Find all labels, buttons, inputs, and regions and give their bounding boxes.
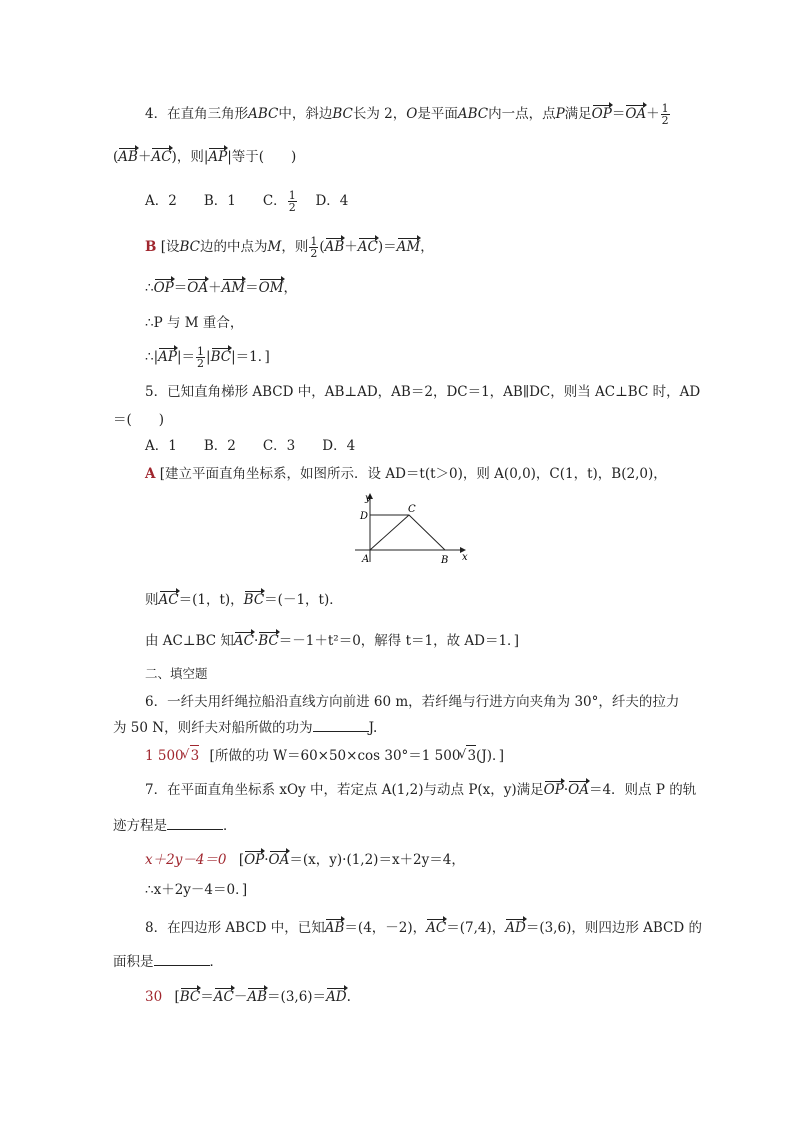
q4-answer-line3: ∴P 与 M 重合， xyxy=(145,315,244,331)
q5-line2: ＝( ) xyxy=(113,412,165,428)
q8-line1: 8．在四边形 ABCD 中，已知AB＝(4，－2)，AC＝(7,4)，AD＝(3,6)，则四边形 ABCD 的 xyxy=(145,920,702,936)
q4-options: A．2 B．1 C． $\frac{1}{2}$ D．4 xyxy=(145,189,349,214)
q5-answer-line1: A [建立平面直角坐标系，如图所示．设 AD＝t(t＞0)，则 A(0,0)，C(1，t)，B(2,0)， xyxy=(145,466,667,482)
q6-line2: 为 50 N，则纤夫对船所做的功为 J. xyxy=(113,720,378,736)
label-a: A xyxy=(362,554,370,565)
q5-answer-line2: 则AC＝(1，t)，BC＝(－1，t)． xyxy=(145,592,343,608)
q5-line1: 5．已知直角梯形 ABCD 中，AB⊥AD，AB＝2，DC＝1，AB∥DC，则当 AC⊥BC 时，AD xyxy=(145,384,701,400)
section-title: 二、填空题 xyxy=(145,666,208,681)
label-d: D xyxy=(360,511,369,522)
label-y: y xyxy=(365,493,371,504)
q5-answer-line3: 由 AC⊥BC 知AC·BC＝－1＋t²＝0，解得 t＝1，故 AD＝1．] xyxy=(145,633,520,649)
q7-line2: 迹方程是 ． xyxy=(113,818,237,834)
label-c: C xyxy=(408,504,416,515)
q7-blank xyxy=(167,817,223,830)
q8-line2: 面积是 ． xyxy=(113,954,223,970)
diagonal-ac xyxy=(370,515,409,550)
q4-answer-line1: B [设BC边的中点为M，则 $\frac{1}{2}$ (AB＋AC)＝AM， xyxy=(145,235,434,260)
q6-answer: 1 500√ 3 [所做的功 W＝60×50×cos 30°＝1 500√ 3(J)．] xyxy=(145,745,504,766)
q4-line1: 4．在直角三角形ABC中，斜边BC长为 2，O是平面ABC内一点，点P满足OP＝OA＋ $\frac{1}{2}$ xyxy=(145,102,669,127)
q6-blank xyxy=(313,719,369,732)
q7-answer-line1: x＋2y－4＝0 [OP·OA＝(x，y)·(1,2)＝x＋2y＝4， xyxy=(145,852,465,868)
q4-answer-line2: ∴OP＝OA＋AM＝OM， xyxy=(145,280,298,296)
q4-answer-line4: ∴|AP|＝ $\frac{1}{2}$ |BC|＝1．] xyxy=(145,345,270,370)
coordinate-figure xyxy=(345,490,475,570)
trapezoid-edges xyxy=(370,515,445,550)
q4-line2: (AB＋AC)，则|AP|等于( ) xyxy=(113,149,297,165)
label-x: x xyxy=(462,552,468,563)
q6-line1: 6．一纤夫用纤绳拉船沿直线方向前进 60 m，若纤绳与行进方向夹角为 30°，纤夫的拉力 xyxy=(145,694,680,710)
label-b: B xyxy=(441,555,449,566)
q8-blank xyxy=(154,953,210,966)
q5-options: A．1 B．2 C．3 D．4 xyxy=(145,438,356,454)
q7-answer-line2: ∴x＋2y－4＝0．] xyxy=(145,882,248,898)
q7-line1: 7．在平面直角坐标系 xOy 中，若定点 A(1,2)与动点 P(x，y)满足OP·OA＝4．则点 P 的轨 xyxy=(145,782,697,798)
q8-answer: 30 [BC＝AC－AB＝(3,6)＝AD. xyxy=(145,989,351,1005)
